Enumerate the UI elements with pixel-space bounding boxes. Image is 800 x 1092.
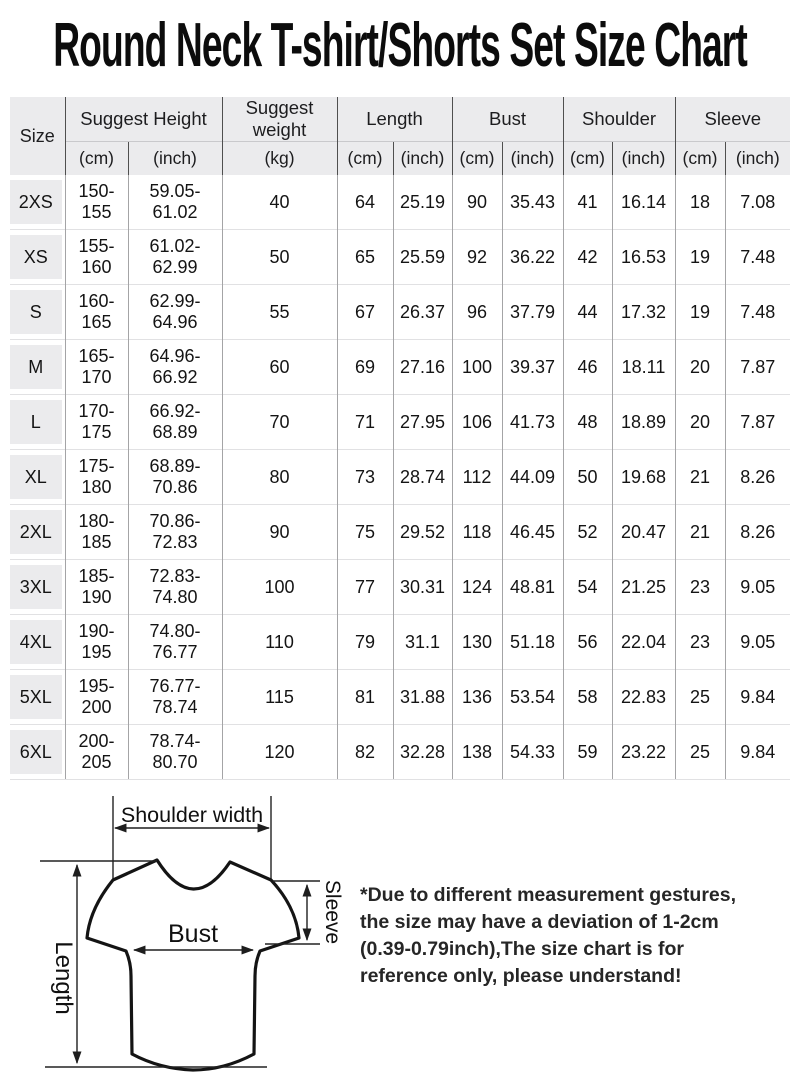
value-cell: 19.68 [612,450,675,505]
length-label: Length [50,941,77,1015]
size-cell [10,230,65,285]
value-cell: 160-165 [65,285,128,340]
value-cell: 55 [222,285,337,340]
value-cell: 17.32 [612,285,675,340]
unit-header-inch: (inch) [612,142,675,176]
value-cell: 70.86-72.83 [128,505,222,560]
table-group-header-row [10,97,790,142]
value-cell: 69 [337,340,393,395]
value-cell: 53.54 [502,670,563,725]
table-row [10,615,790,670]
value-cell: 22.04 [612,615,675,670]
value-cell: 59 [563,725,612,780]
size-cell [10,340,65,395]
value-cell: 71 [337,395,393,450]
value-cell: 66.92-68.89 [128,395,222,450]
value-cell: 9.05 [725,560,790,615]
value-cell: 81 [337,670,393,725]
size-cell [10,450,65,505]
value-cell: 180-185 [65,505,128,560]
col-header-suggest-weight: Suggest weight [222,97,337,142]
unit-header-inch: (inch) [725,142,790,176]
measurement-section [0,792,800,1092]
size-cell [10,285,65,340]
value-cell: 170-175 [65,395,128,450]
value-cell: 52 [563,505,612,560]
value-cell: 18.11 [612,340,675,395]
value-cell: 67 [337,285,393,340]
size-label: 3XL [10,565,62,609]
value-cell: 165-170 [65,340,128,395]
value-cell: 27.95 [393,395,452,450]
value-cell: 48 [563,395,612,450]
value-cell: 21.25 [612,560,675,615]
value-cell: 7.87 [725,340,790,395]
value-cell: 138 [452,725,502,780]
value-cell: 68.89-70.86 [128,450,222,505]
size-cell [10,175,65,230]
unit-header-inch: (inch) [393,142,452,176]
table-row [10,340,790,395]
value-cell: 65 [337,230,393,285]
col-header-bust: Bust [452,97,563,142]
value-cell: 7.08 [725,175,790,230]
value-cell: 23 [675,615,725,670]
value-cell: 20 [675,340,725,395]
table-row [10,395,790,450]
value-cell: 115 [222,670,337,725]
value-cell: 25 [675,725,725,780]
value-cell: 175-180 [65,450,128,505]
value-cell: 54.33 [502,725,563,780]
size-label: 6XL [10,730,62,774]
value-cell: 64.96-66.92 [128,340,222,395]
value-cell: 41.73 [502,395,563,450]
col-header-shoulder: Shoulder [563,97,675,142]
size-label: M [10,345,62,389]
value-cell: 42 [563,230,612,285]
size-label: 5XL [10,675,62,719]
col-header-size: Size [10,97,65,175]
value-cell: 136 [452,670,502,725]
value-cell: 79 [337,615,393,670]
measurement-note [360,882,736,990]
value-cell: 100 [222,560,337,615]
unit-header-inch: (inch) [128,142,222,176]
size-label: XL [10,455,62,499]
value-cell: 64 [337,175,393,230]
value-cell: 46.45 [502,505,563,560]
value-cell: 110 [222,615,337,670]
value-cell: 56 [563,615,612,670]
value-cell: 8.26 [725,450,790,505]
tshirt-outline [87,860,299,1070]
value-cell: 112 [452,450,502,505]
value-cell: 25 [675,670,725,725]
unit-header-cm: (cm) [65,142,128,176]
value-cell: 77 [337,560,393,615]
value-cell: 23 [675,560,725,615]
col-header-suggest-height: Suggest Height [65,97,222,142]
value-cell: 9.84 [725,725,790,780]
size-cell [10,395,65,450]
value-cell: 20.47 [612,505,675,560]
value-cell: 18 [675,175,725,230]
value-cell: 7.87 [725,395,790,450]
value-cell: 90 [222,505,337,560]
value-cell: 54 [563,560,612,615]
col-header-length: Length [337,97,452,142]
size-cell [10,505,65,560]
value-cell: 30.31 [393,560,452,615]
value-cell: 195-200 [65,670,128,725]
value-cell: 25.19 [393,175,452,230]
value-cell: 40 [222,175,337,230]
table-row [10,230,790,285]
sleeve-label: Sleeve [321,879,344,945]
value-cell: 61.02-62.99 [128,230,222,285]
size-label: 2XL [10,510,62,554]
page-title: Round Neck T-shirt/Shorts Set Size Chart [53,11,747,80]
value-cell: 100 [452,340,502,395]
unit-header-cm: (cm) [452,142,502,176]
value-cell: 7.48 [725,285,790,340]
value-cell: 118 [452,505,502,560]
value-cell: 9.05 [725,615,790,670]
unit-header-inch: (inch) [502,142,563,176]
value-cell: 78.74-80.70 [128,725,222,780]
value-cell: 185-190 [65,560,128,615]
size-chart-table [10,97,790,780]
unit-header-cm: (cm) [563,142,612,176]
note-line: *Due to different measurement gestures, [360,884,737,906]
value-cell: 18.89 [612,395,675,450]
value-cell: 16.14 [612,175,675,230]
shoulder-width-label: Shoulder width [120,803,264,827]
table-unit-header-row [10,142,790,176]
value-cell: 9.84 [725,670,790,725]
value-cell: 31.1 [393,615,452,670]
size-label: 4XL [10,620,62,664]
tshirt-measurement-diagram [30,792,365,1092]
value-cell: 22.83 [612,670,675,725]
size-table-body [10,175,790,780]
size-cell [10,670,65,725]
value-cell: 74.80-76.77 [128,615,222,670]
value-cell: 59.05-61.02 [128,175,222,230]
value-cell: 21 [675,505,725,560]
value-cell: 82 [337,725,393,780]
table-row [10,670,790,725]
value-cell: 60 [222,340,337,395]
value-cell: 21 [675,450,725,505]
value-cell: 19 [675,230,725,285]
value-cell: 27.16 [393,340,452,395]
value-cell: 51.18 [502,615,563,670]
size-cell [10,560,65,615]
size-label: 2XS [10,180,62,224]
table-row [10,560,790,615]
size-cell [10,725,65,780]
value-cell: 41 [563,175,612,230]
value-cell: 130 [452,615,502,670]
unit-header-cm: (cm) [337,142,393,176]
value-cell: 36.22 [502,230,563,285]
value-cell: 46 [563,340,612,395]
col-header-sleeve: Sleeve [675,97,790,142]
value-cell: 44.09 [502,450,563,505]
value-cell: 96 [452,285,502,340]
table-row [10,175,790,230]
value-cell: 25.59 [393,230,452,285]
note-line: reference only, please understand! [360,965,682,987]
table-row [10,725,790,780]
value-cell: 106 [452,395,502,450]
value-cell: 26.37 [393,285,452,340]
value-cell: 39.37 [502,340,563,395]
value-cell: 190-195 [65,615,128,670]
value-cell: 35.43 [502,175,563,230]
value-cell: 72.83-74.80 [128,560,222,615]
value-cell: 16.53 [612,230,675,285]
value-cell: 62.99-64.96 [128,285,222,340]
table-header [10,97,790,175]
value-cell: 23.22 [612,725,675,780]
size-cell [10,615,65,670]
size-label: S [10,290,62,334]
value-cell: 28.74 [393,450,452,505]
value-cell: 76.77-78.74 [128,670,222,725]
table-row [10,450,790,505]
value-cell: 31.88 [393,670,452,725]
unit-header-kg: (kg) [222,142,337,176]
value-cell: 50 [563,450,612,505]
size-label: XS [10,235,62,279]
bust-label: Bust [167,920,219,948]
value-cell: 80 [222,450,337,505]
value-cell: 120 [222,725,337,780]
note-line: (0.39-0.79inch),The size chart is for [360,938,685,960]
value-cell: 150-155 [65,175,128,230]
value-cell: 124 [452,560,502,615]
value-cell: 200-205 [65,725,128,780]
value-cell: 50 [222,230,337,285]
unit-header-cm: (cm) [675,142,725,176]
value-cell: 155-160 [65,230,128,285]
value-cell: 29.52 [393,505,452,560]
value-cell: 32.28 [393,725,452,780]
value-cell: 20 [675,395,725,450]
value-cell: 73 [337,450,393,505]
value-cell: 44 [563,285,612,340]
value-cell: 37.79 [502,285,563,340]
value-cell: 7.48 [725,230,790,285]
title-bar [0,0,800,92]
value-cell: 8.26 [725,505,790,560]
value-cell: 92 [452,230,502,285]
value-cell: 70 [222,395,337,450]
table-row [10,285,790,340]
value-cell: 19 [675,285,725,340]
value-cell: 48.81 [502,560,563,615]
note-line: the size may have a deviation of 1-2cm [360,911,719,933]
value-cell: 90 [452,175,502,230]
table-row [10,505,790,560]
size-label: L [10,400,62,444]
value-cell: 75 [337,505,393,560]
value-cell: 58 [563,670,612,725]
